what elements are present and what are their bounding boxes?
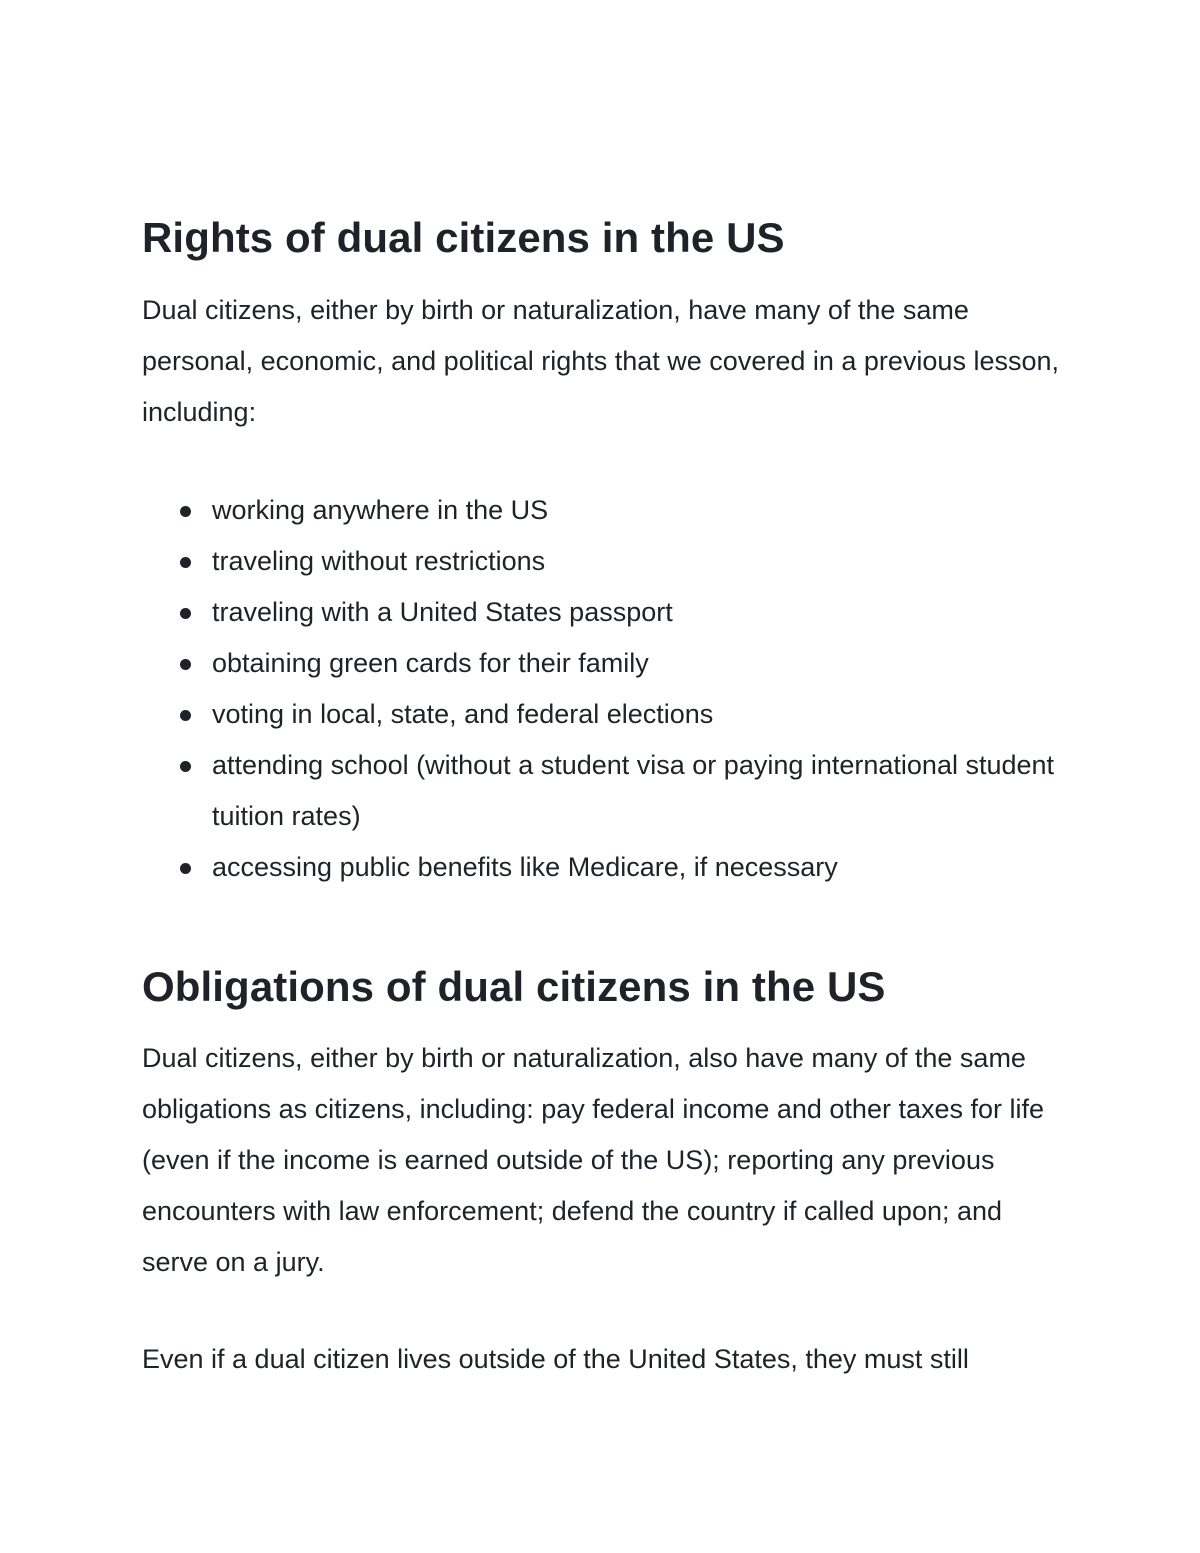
list-item: attending school (without a student visa or paying international student tuition rates) (142, 740, 1060, 842)
bullet-icon (180, 608, 191, 619)
outside-us-paragraph: Even if a dual citizen lives outside of the United States, they must still (142, 1344, 969, 1374)
list-item: traveling with a United States passport (142, 587, 1060, 638)
rights-heading: Rights of dual citizens in the US (142, 214, 785, 261)
bullet-icon (180, 557, 191, 568)
bullet-icon (180, 761, 191, 772)
bullet-icon (180, 506, 191, 517)
rights-list (142, 485, 1060, 893)
bullet-icon (180, 710, 191, 721)
bullet-icon (180, 659, 191, 670)
list-item: accessing public benefits like Medicare, if necessary (142, 842, 1060, 893)
list-item: traveling without restrictions (142, 536, 1060, 587)
obligations-heading: Obligations of dual citizens in the US (142, 963, 886, 1010)
obligations-paragraph: Dual citizens, either by birth or naturalization, also have many of the same obligations as citizens, including: pay federal income and other taxes for life (even if the income is earned outside of the US); reporting any previous encounters with law enforcement; defend the country if called upon; and serve on a jury. (142, 1043, 1045, 1277)
list-item: voting in local, state, and federal elections (142, 689, 1060, 740)
list-item: obtaining green cards for their family (142, 638, 1060, 689)
list-item: working anywhere in the US (142, 485, 1060, 536)
rights-intro-paragraph: Dual citizens, either by birth or naturalization, have many of the same personal, economic, and political rights that we covered in a previous lesson, including: (142, 295, 1059, 427)
bullet-icon (180, 863, 191, 874)
